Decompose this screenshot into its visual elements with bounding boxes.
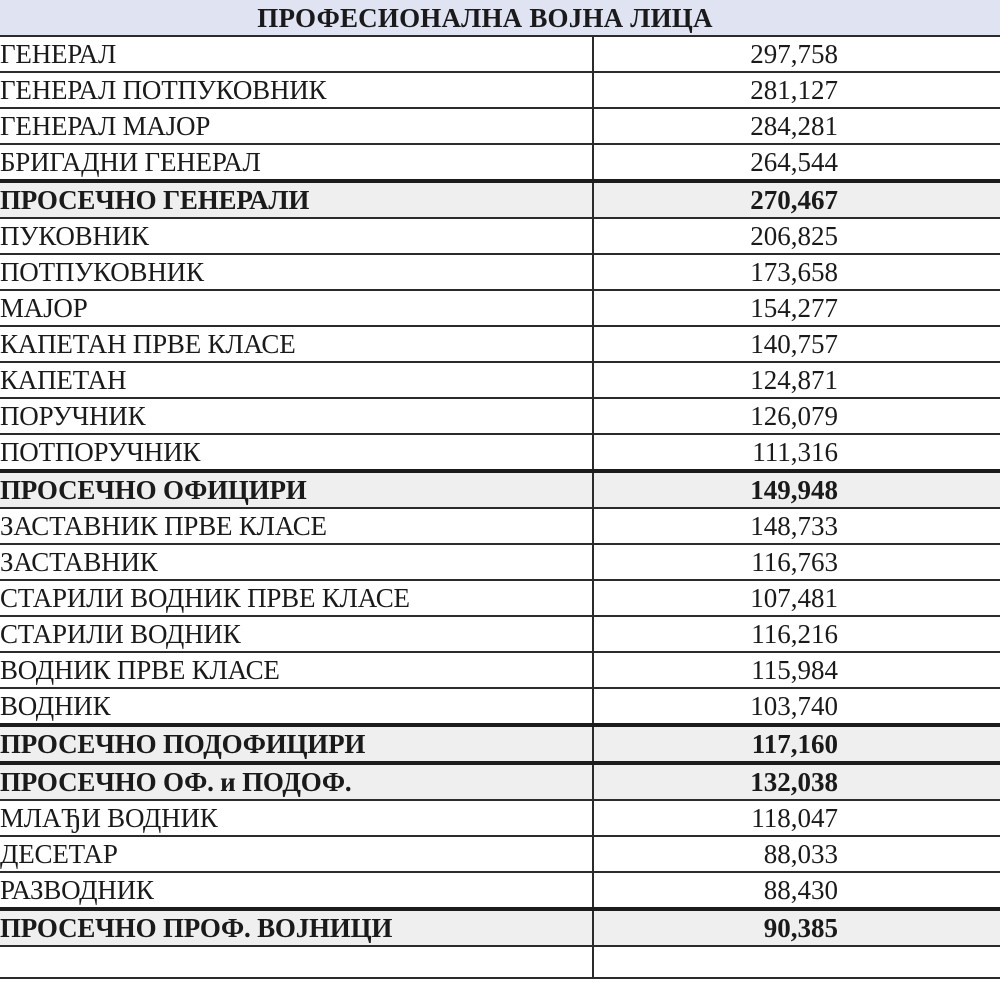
salary-value: 118,047 [593, 800, 1000, 836]
table-row [0, 872, 1000, 909]
rank-label: МЛАЂИ ВОДНИК [0, 800, 593, 836]
average-value: 90,385 [593, 909, 1000, 946]
rank-label: КАПЕТАН ПРВЕ КЛАСЕ [0, 326, 593, 362]
salary-value: 126,079 [593, 398, 1000, 434]
average-label: ПРОСЕЧНО ОФИЦИРИ [0, 471, 593, 508]
rank-label: ЗАСТАВНИК ПРВЕ КЛАСЕ [0, 508, 593, 544]
salary-value: 154,277 [593, 290, 1000, 326]
rank-label: ПОТПОРУЧНИК [0, 434, 593, 471]
salary-value: 116,216 [593, 616, 1000, 652]
rank-label: ВОДНИК [0, 688, 593, 725]
rank-label: ГЕНЕРАЛ МАЈОР [0, 108, 593, 144]
rank-label: ГЕНЕРАЛ ПОТПУКОВНИК [0, 72, 593, 108]
salary-value: 281,127 [593, 72, 1000, 108]
average-label: ПРОСЕЧНО ПОДОФИЦИРИ [0, 725, 593, 763]
salary-value: 284,281 [593, 108, 1000, 144]
average-value: 132,038 [593, 763, 1000, 800]
average-row [0, 725, 1000, 763]
salary-value: 173,658 [593, 254, 1000, 290]
table-title: ПРОФЕСИОНАЛНА ВОЈНА ЛИЦА [0, 0, 1000, 36]
table-row [0, 326, 1000, 362]
salary-value: 140,757 [593, 326, 1000, 362]
average-row [0, 471, 1000, 508]
table-row [0, 72, 1000, 108]
salary-value: 88,033 [593, 836, 1000, 872]
rank-label: ПУКОВНИК [0, 218, 593, 254]
table-row [0, 434, 1000, 471]
rank-label: БРИГАДНИ ГЕНЕРАЛ [0, 144, 593, 181]
rank-label: СТАРИЛИ ВОДНИК ПРВЕ КЛАСЕ [0, 580, 593, 616]
table-row-cut-off [0, 946, 1000, 978]
average-label: ПРОСЕЧНО ПРОФ. ВОЈНИЦИ [0, 909, 593, 946]
table-row [0, 36, 1000, 72]
table-row [0, 254, 1000, 290]
table-row [0, 836, 1000, 872]
rank-label: ВОДНИК ПРВЕ КЛАСЕ [0, 652, 593, 688]
average-row [0, 909, 1000, 946]
rank-label: ПОРУЧНИК [0, 398, 593, 434]
table-row [0, 398, 1000, 434]
average-row [0, 763, 1000, 800]
table-title-row [0, 0, 1000, 36]
average-row [0, 181, 1000, 218]
salary-value: 115,984 [593, 652, 1000, 688]
average-value: 117,160 [593, 725, 1000, 763]
salary-value-cut-off [593, 946, 1000, 978]
salary-value: 103,740 [593, 688, 1000, 725]
average-label: ПРОСЕЧНО ОФ. и ПОДОФ. [0, 763, 593, 800]
table-row [0, 688, 1000, 725]
rank-label: МАЈОР [0, 290, 593, 326]
salary-value: 111,316 [593, 434, 1000, 471]
salary-value: 297,758 [593, 36, 1000, 72]
salary-value: 107,481 [593, 580, 1000, 616]
table-row [0, 652, 1000, 688]
salary-value: 148,733 [593, 508, 1000, 544]
table-row [0, 218, 1000, 254]
rank-label: СТАРИЛИ ВОДНИК [0, 616, 593, 652]
table-row [0, 144, 1000, 181]
rank-label: ЗАСТАВНИК [0, 544, 593, 580]
rank-label: ПОТПУКОВНИК [0, 254, 593, 290]
salary-value: 88,430 [593, 872, 1000, 909]
rank-label: КАПЕТАН [0, 362, 593, 398]
salary-value: 124,871 [593, 362, 1000, 398]
average-value: 270,467 [593, 181, 1000, 218]
table-row [0, 616, 1000, 652]
table-row [0, 544, 1000, 580]
table-row [0, 508, 1000, 544]
table-row [0, 290, 1000, 326]
average-value: 149,948 [593, 471, 1000, 508]
table-row [0, 108, 1000, 144]
rank-label-cut-off [0, 946, 593, 978]
salary-value: 206,825 [593, 218, 1000, 254]
average-label: ПРОСЕЧНО ГЕНЕРАЛИ [0, 181, 593, 218]
rank-label: РАЗВОДНИК [0, 872, 593, 909]
rank-label: ДЕСЕТАР [0, 836, 593, 872]
table-row [0, 800, 1000, 836]
rank-label: ГЕНЕРАЛ [0, 36, 593, 72]
table-row [0, 362, 1000, 398]
salary-value: 116,763 [593, 544, 1000, 580]
table-row [0, 580, 1000, 616]
salary-value: 264,544 [593, 144, 1000, 181]
